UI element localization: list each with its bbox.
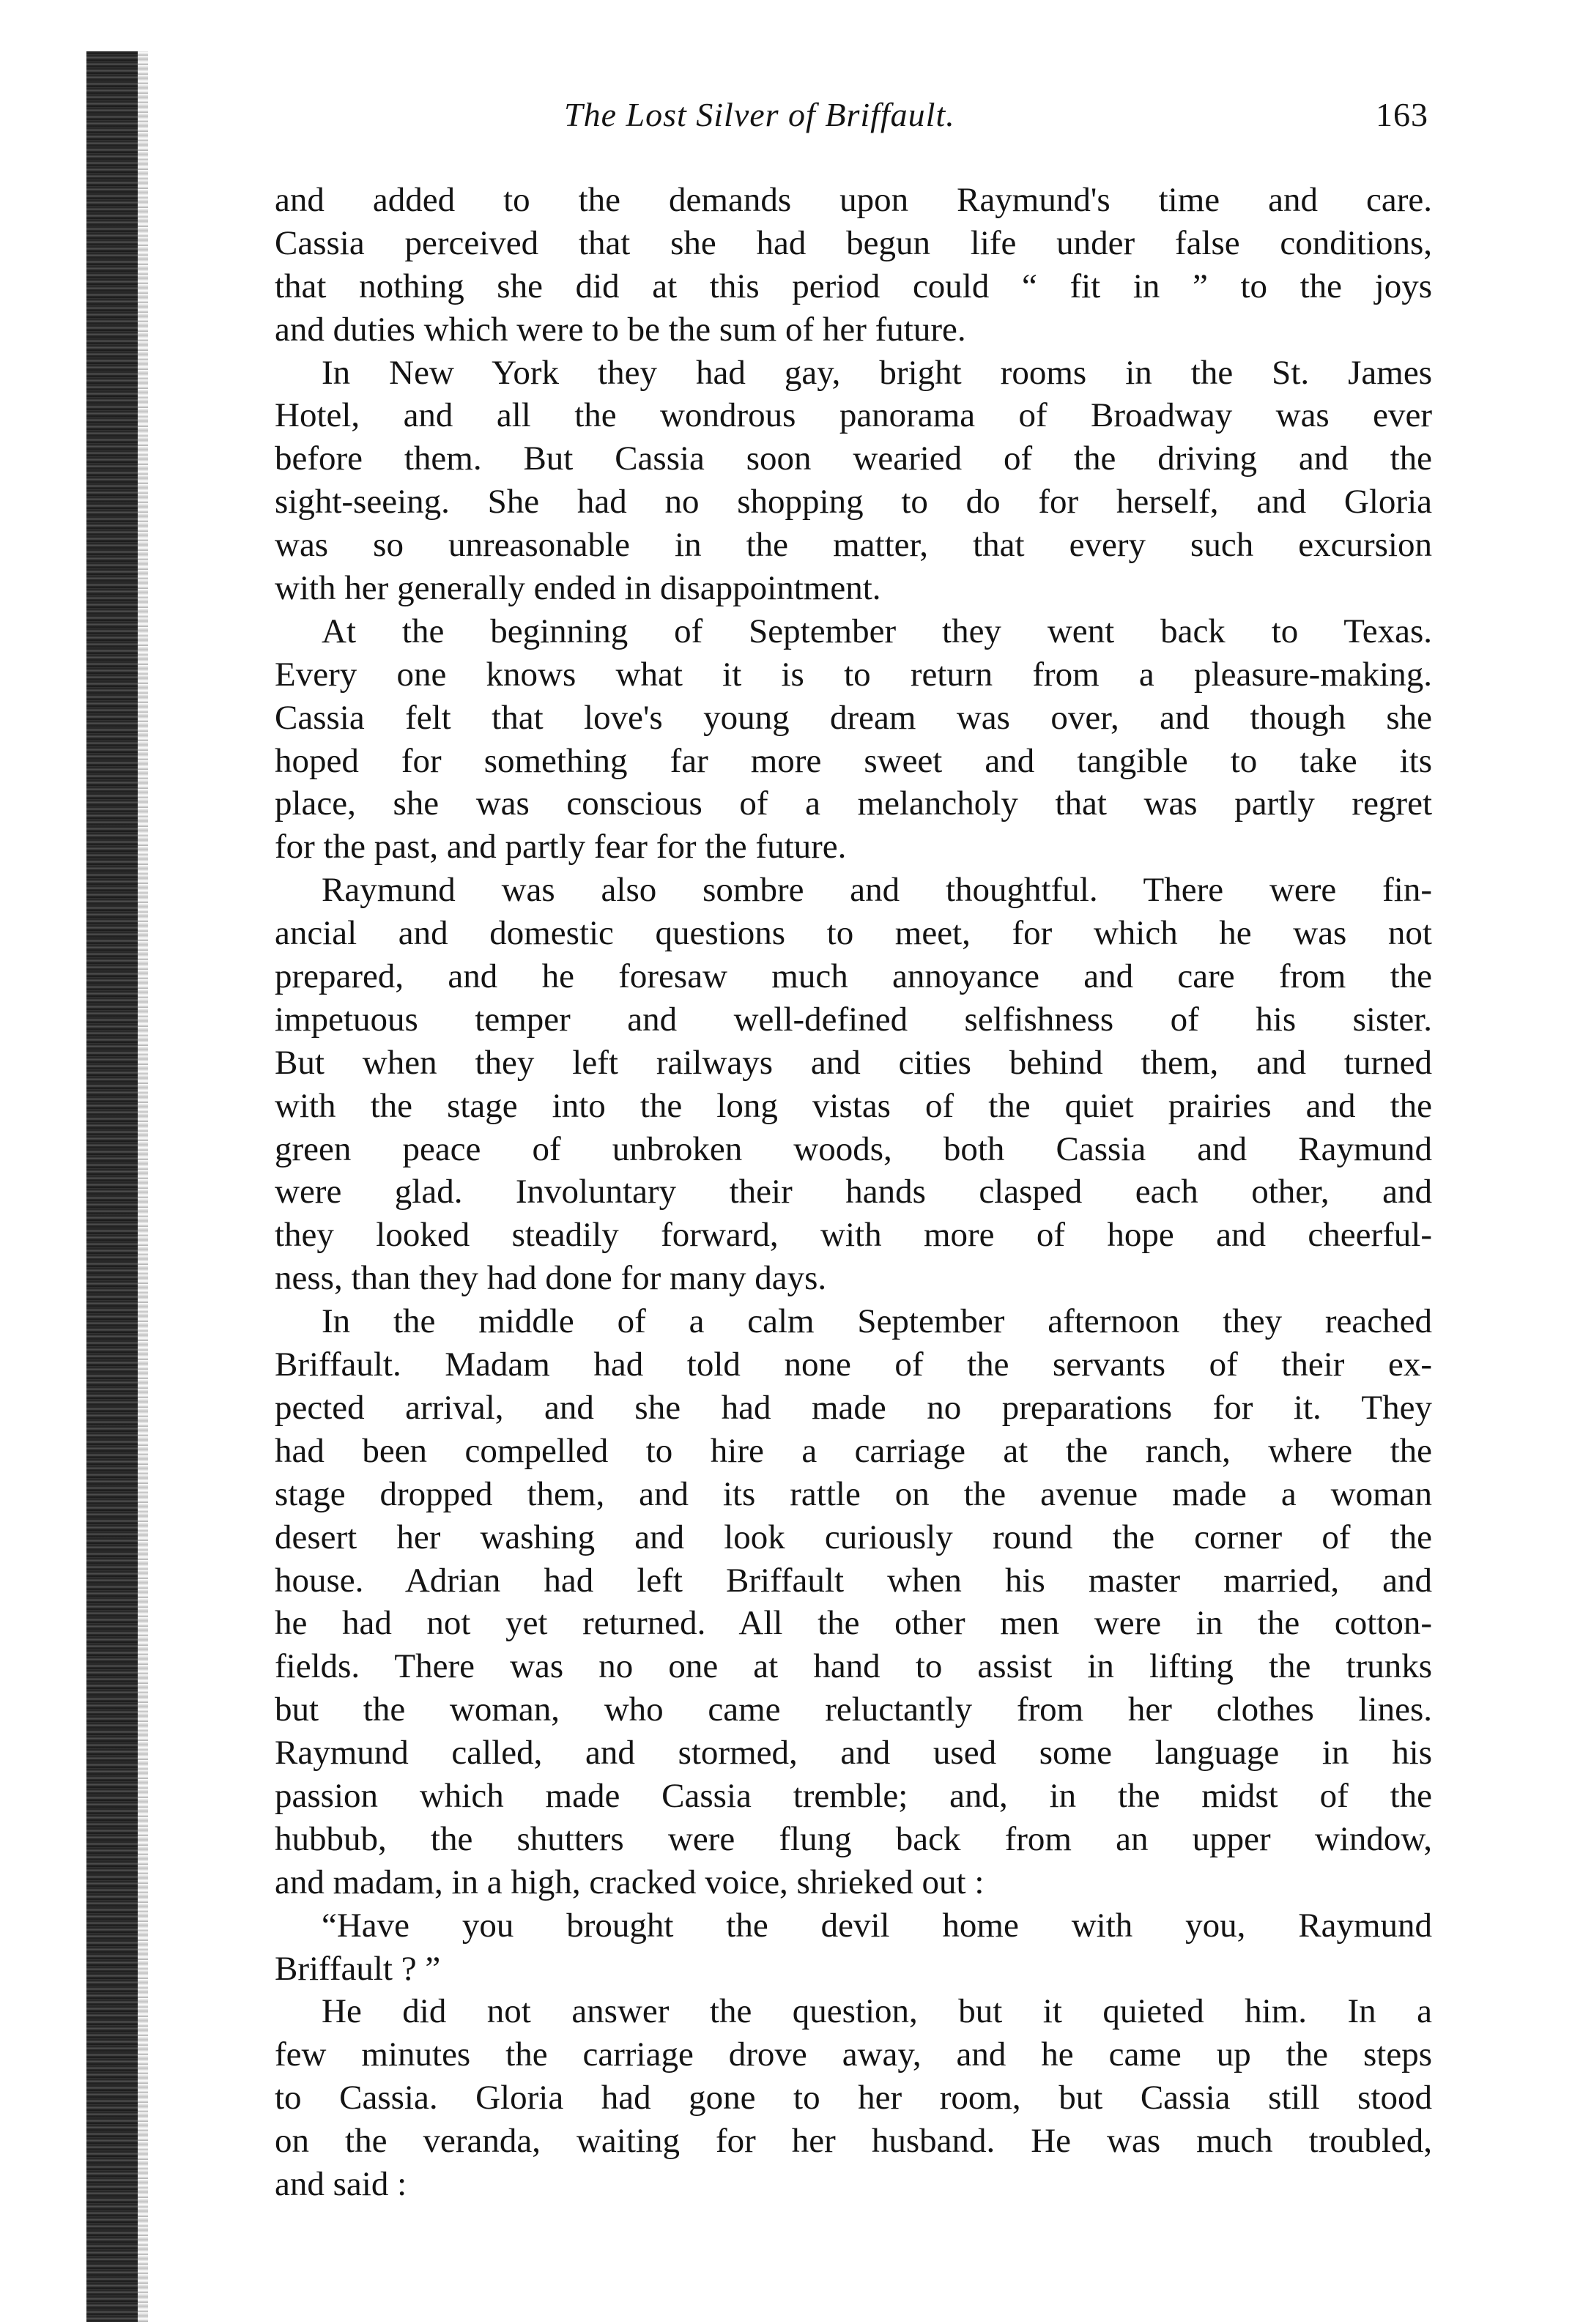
text-line: sight-seeing. She had no shopping to do for herself, and Gloria [275,483,1432,521]
text-line: passion which made Cassia tremble; and, in the midst of the [275,1776,1432,1815]
paragraph [275,1904,1432,1991]
text-line: Hotel, and all the wondrous panorama of Broadway was ever [275,396,1432,435]
text-line: on the veranda, waiting for her husband. He was much troubled, [275,2122,1432,2161]
page-body [275,179,1432,2206]
text-line: had been compelled to hire a carriage at the ranch, where the [275,1431,1432,1470]
text-line: ness, than they had done for many days. [275,1259,827,1298]
text-line: house. Adrian had left Briffault when his master married, and [275,1561,1432,1600]
text-line: they looked steadily forward, with more of hope and cheerful- [275,1216,1432,1255]
text-line: At the beginning of September they went back to Texas. [322,612,1432,650]
text-line: “Have you brought the devil home with you, Raymund [322,1906,1432,1945]
text-line: and duties which were to be the sum of her future. [275,310,966,349]
book-binding-edge [86,51,138,2322]
page-number: 163 [1376,96,1428,133]
text-line: fields. There was no one at hand to assist in lifting the trunks [275,1647,1432,1686]
paragraph [275,869,1432,1300]
text-line: Briffault ? ” [275,1949,441,1988]
text-line: few minutes the carriage drove away, and he came up the steps [275,2035,1432,2074]
text-line: with her generally ended in disappointment. [275,569,881,608]
text-line: to Cassia. Gloria had gone to her room, but Cassia still stood [275,2079,1432,2117]
paragraph [275,610,1432,869]
paragraph [275,1300,1432,1904]
text-line: hoped for something far more sweet and tangible to take its [275,741,1432,780]
text-line: Briffault. Madam had told none of the servants of their ex- [275,1345,1432,1384]
running-header [278,95,1428,146]
text-line: He did not answer the question, but it quieted him. In a [322,1992,1432,2031]
running-title: The Lost Silver of Briffault. [564,96,955,133]
text-line: and madam, in a high, cracked voice, shrieked out : [275,1863,985,1901]
text-line: but the woman, who came reluctantly from her clothes lines. [275,1690,1432,1729]
text-line: ancial and domestic questions to meet, for which he was not [275,914,1432,953]
paragraph [275,179,1432,352]
text-line: But when they left railways and cities behind them, and turned [275,1043,1432,1082]
text-line: with the stage into the long vistas of the quiet prairies and the [275,1086,1432,1125]
text-line: Raymund was also sombre and thoughtful. There were fin- [322,871,1432,910]
text-line: Cassia felt that love's young dream was over, and though she [275,698,1432,737]
text-line: were glad. Involuntary their hands clasped each other, and [275,1173,1432,1211]
text-line: desert her washing and look curiously round the corner of the [275,1518,1432,1556]
paragraph [275,352,1432,610]
text-line: stage dropped them, and its rattle on the avenue made a woman [275,1474,1432,1513]
text-line: he had not yet returned. All the other men were in the cotton- [275,1604,1432,1643]
text-line: and added to the demands upon Raymund's time and care. [275,181,1432,219]
text-line: In New York they had gay, bright rooms in the St. James [322,353,1432,392]
text-line: hubbub, the shutters were flung back from an upper window, [275,1819,1432,1858]
text-line: prepared, and he foresaw much annoyance and care from the [275,957,1432,996]
text-line: pected arrival, and she had made no preparations for it. They [275,1388,1432,1427]
text-line: Cassia perceived that she had begun life under false conditions, [275,223,1432,262]
text-line: green peace of unbroken woods, both Cassia and Raymund [275,1129,1432,1168]
text-line: In the middle of a calm September afternoon they reached [322,1302,1432,1341]
text-line: before them. But Cassia soon wearied of the driving and the [275,439,1432,478]
paragraph [275,1990,1432,2205]
text-line: Raymund called, and stormed, and used some language in his [275,1734,1432,1772]
text-line: that nothing she did at this period could “ fit in ” to the joys [275,267,1432,305]
text-line: for the past, and partly fear for the future. [275,828,847,866]
text-line: place, she was conscious of a melancholy that was partly regret [275,784,1432,823]
text-line: impetuous temper and well-defined selfishness of his sister. [275,1000,1432,1039]
text-line: was so unreasonable in the matter, that every such excursion [275,526,1432,565]
text-line: and said : [275,2164,407,2203]
text-line: Every one knows what it is to return from a pleasure-making. [275,655,1432,694]
